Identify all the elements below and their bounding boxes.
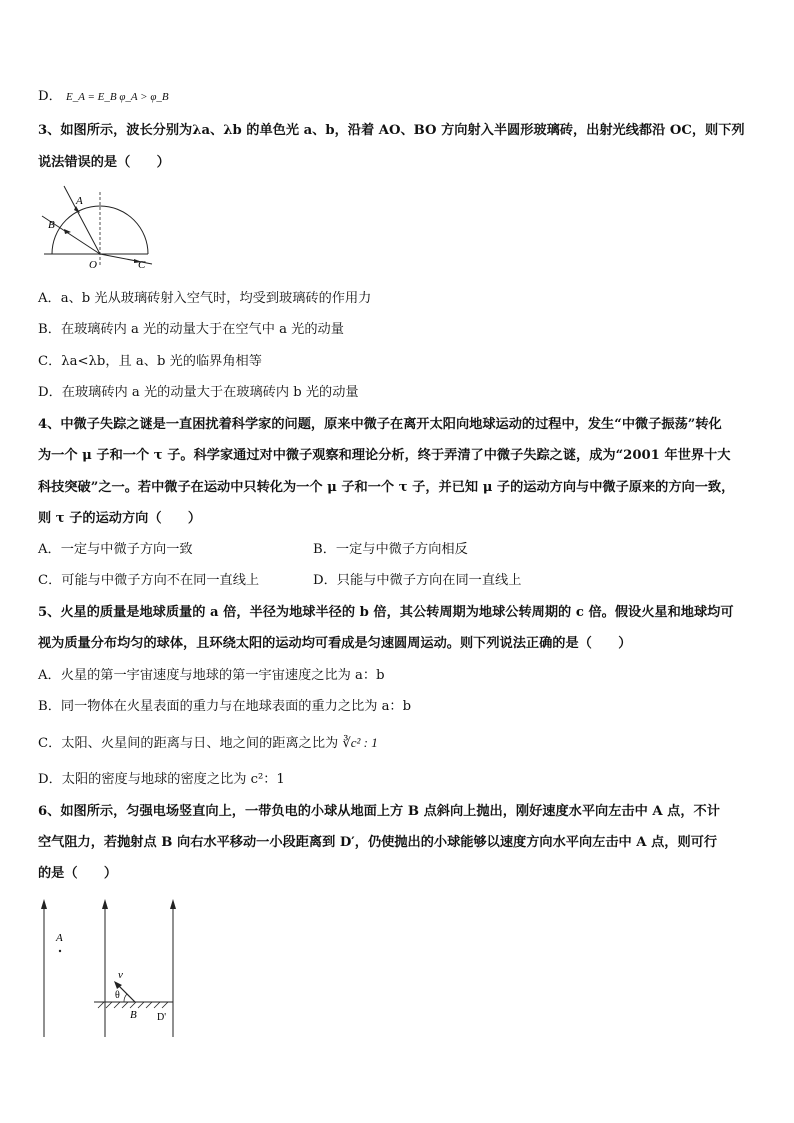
q6-fig-label-v: v [118, 969, 123, 981]
q2-option-d-math: E_A = E_B φ_A > φ_B [65, 91, 169, 103]
q3-semicircle-figure [34, 182, 174, 272]
q3-fig-label-c: C [138, 259, 146, 271]
q4-stem-line1: 4、中微子失踪之谜是一直困扰着科学家的问题，原来中微子在离开太阳向地球运动的过程中，发生“中微子振荡”转化 [38, 417, 722, 432]
q2-option-d [38, 87, 169, 107]
q6-fig-label-d: D' [157, 1012, 167, 1023]
q3-stem-line2: 说法错误的是（ ） [38, 155, 170, 170]
q5-stem-line2: 视为质量分布均匀的球体，且环绕太阳的运动均可看成是匀速圆周运动。则下列说法正确的是（ ） [38, 636, 632, 651]
q3-option-b: B．在玻璃砖内 a 光的动量大于在空气中 a 光的动量 [38, 322, 344, 337]
q6-fig-label-a: A [56, 932, 63, 944]
q5-option-d: D．太阳的密度与地球的密度之比为 c²：1 [38, 772, 285, 787]
q4-option-b: B．一定与中微子方向相反 [313, 542, 468, 557]
q4-stem-line3: 科技突破”之一。若中微子在运动中只转化为一个 μ 子和一个 τ 子，并已知 μ 子的运动方向与中微子原来的方向一致， [38, 480, 735, 495]
q5-stem-line1: 5、火星的质量是地球质量的 a 倍，半径为地球半径的 b 倍，其公转周期为地球公转周期的 c 倍。假设火星和地球均可 [38, 605, 734, 620]
q4-option-a: A．一定与中微子方向一致 [38, 542, 193, 557]
q3-stem-line1: 3、如图所示，波长分别为λa、λb 的单色光 a、b，沿着 AO、BO 方向射入半圆形玻璃砖，出射光线都沿 OC，则下列 [38, 123, 745, 138]
q4-stem-line2: 为一个 μ 子和一个 τ 子。科学家通过对中微子观察和理论分析，终于弄清了中微子失踪之谜，成为“2001 年世界十大 [38, 448, 731, 463]
q5-option-c-math: ∛c² : 1 [342, 735, 378, 750]
q6-stem-line3: 的是（ ） [38, 866, 118, 881]
q3-option-c: C．λa<λb，且 a、b 光的临界角相等 [38, 354, 262, 369]
q5-option-a: A．火星的第一宇宙速度与地球的第一宇宙速度之比为 a：b [38, 668, 385, 683]
q5-option-c [38, 733, 378, 754]
q6-fig-label-theta: θ [115, 990, 120, 1001]
q6-stem-line2: 空气阻力，若抛射点 B 向右水平移动一小段距离到 D′，仍使抛出的小球能够以速度方向水平向左击中 A 点，则可行 [38, 835, 718, 850]
q5-option-b: B．同一物体在火星表面的重力与在地球表面的重力之比为 a：b [38, 699, 412, 714]
q3-option-a: A．a、b 光从玻璃砖射入空气时，均受到玻璃砖的作用力 [38, 291, 372, 306]
q3-fig-label-b: B [48, 219, 55, 231]
q3-fig-label-a: A [76, 195, 83, 207]
q3-option-d: D．在玻璃砖内 a 光的动量大于在玻璃砖内 b 光的动量 [38, 385, 359, 400]
q6-stem-line1: 6、如图所示，匀强电场竖直向上，一带负电的小球从地面上方 B 点斜向上抛出，刚好速度水平向左击中 A 点，不计 [38, 804, 720, 819]
q2-option-d-label: D． [38, 89, 62, 104]
q5-option-c-text: C．太阳、火星间的距离与日、地之间的距离之比为 [38, 736, 339, 751]
q3-fig-label-o: O [89, 259, 97, 271]
q4-option-d: D．只能与中微子方向在同一直线上 [313, 573, 522, 588]
q4-option-c: C．可能与中微子方向不在同一直线上 [38, 573, 260, 588]
q4-stem-line4: 则 τ 子的运动方向（ ） [38, 511, 202, 526]
q6-electric-field-figure [36, 897, 196, 1042]
q6-fig-label-b: B [130, 1009, 137, 1021]
